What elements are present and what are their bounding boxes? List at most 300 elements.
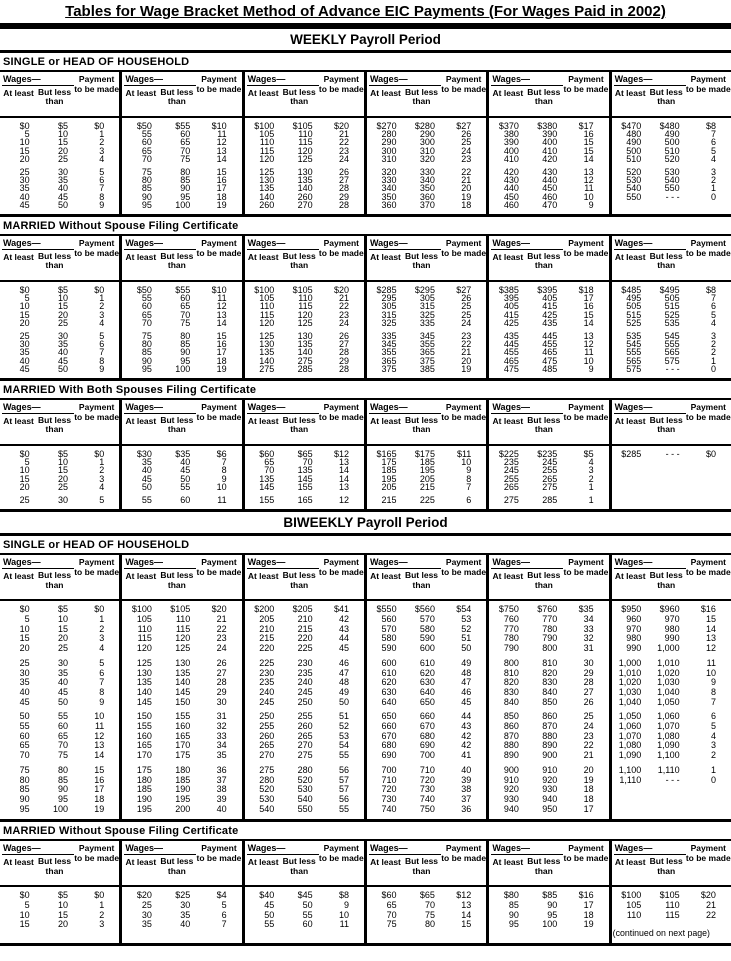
wage-column bbox=[122, 400, 244, 509]
column-header bbox=[612, 400, 731, 446]
wage-row bbox=[367, 805, 486, 815]
at-least-value: 435 bbox=[503, 331, 519, 342]
wages-header: Wages— bbox=[491, 842, 563, 855]
but-less-than-value: 110 bbox=[298, 129, 313, 140]
at-least-value: 440 bbox=[503, 183, 519, 194]
wage-row bbox=[122, 805, 241, 815]
at-least-value: 110 bbox=[626, 909, 642, 920]
at-least-value: 5 bbox=[24, 457, 30, 468]
payment-value: 33 bbox=[216, 730, 227, 741]
at-least-value: 5 bbox=[24, 293, 30, 304]
at-least-value: 245 bbox=[259, 696, 275, 707]
but-less-than-value: 45 bbox=[57, 191, 68, 202]
at-least-header: At least bbox=[247, 571, 279, 582]
payment-value: 9 bbox=[99, 363, 105, 374]
wage-row-group bbox=[367, 605, 486, 654]
but-less-than-value: 385 bbox=[419, 363, 435, 374]
wage-row-group bbox=[367, 766, 486, 815]
payment-value: 0 bbox=[710, 774, 716, 785]
but-less-than-value: 50 bbox=[57, 199, 68, 210]
at-least-value: 940 bbox=[503, 803, 519, 814]
but-less-than-header: But less than bbox=[160, 87, 194, 107]
wage-row bbox=[122, 751, 241, 761]
wages-header: Wages— bbox=[2, 237, 74, 250]
payment-header: Payment to be made bbox=[318, 843, 364, 864]
at-least-value: 5 bbox=[24, 900, 30, 911]
but-less-than-value: 20 bbox=[57, 473, 68, 484]
payment-value: 20 bbox=[583, 764, 594, 775]
but-less-than-value: 200 bbox=[175, 803, 191, 814]
at-least-value: 420 bbox=[503, 167, 519, 178]
at-least-value: 350 bbox=[381, 191, 397, 202]
but-less-than-value: 670 bbox=[419, 721, 435, 732]
wage-subheaders bbox=[124, 250, 196, 271]
payment-value: 52 bbox=[461, 623, 472, 634]
at-least-value: 40 bbox=[19, 191, 30, 202]
at-least-header: At least bbox=[492, 88, 524, 98]
wage-table bbox=[0, 841, 731, 946]
at-least-value: 45 bbox=[264, 900, 275, 911]
wages-header: Wages— bbox=[491, 237, 563, 250]
at-least-value: $30 bbox=[136, 449, 152, 460]
column-header bbox=[0, 236, 119, 282]
payment-value: 28 bbox=[338, 183, 349, 194]
but-less-than-value: 720 bbox=[419, 774, 435, 785]
wage-row-group bbox=[0, 766, 119, 815]
but-less-than-value: 195 bbox=[419, 465, 435, 476]
payment-value: 8 bbox=[710, 686, 716, 697]
wage-row-group bbox=[245, 891, 364, 930]
wage-row bbox=[489, 496, 608, 504]
but-less-than-value: 95 bbox=[180, 191, 191, 202]
at-least-value: 225 bbox=[259, 657, 275, 668]
at-least-value: $100 bbox=[254, 285, 275, 296]
but-less-than-value: 140 bbox=[297, 183, 313, 194]
but-less-than-value: 15 bbox=[57, 623, 68, 634]
at-least-value: 365 bbox=[381, 355, 397, 366]
at-least-value: $225 bbox=[498, 449, 519, 460]
wage-row bbox=[0, 155, 119, 163]
wage-row-group bbox=[612, 891, 731, 920]
but-less-than-value: 1,010 bbox=[657, 657, 680, 668]
payment-value: 9 bbox=[588, 363, 594, 374]
at-least-value: 135 bbox=[259, 473, 275, 484]
payment-value: 2 bbox=[99, 623, 105, 634]
at-least-value: 20 bbox=[19, 481, 30, 492]
but-less-than-value: 95 bbox=[180, 355, 191, 366]
payment-header: Payment to be made bbox=[318, 402, 364, 422]
at-least-value: 25 bbox=[19, 495, 30, 506]
at-least-value: 65 bbox=[141, 145, 152, 156]
wage-row bbox=[245, 751, 364, 761]
at-least-value: 1,030 bbox=[618, 686, 642, 697]
payment-value: 20 bbox=[461, 355, 472, 366]
wages-header: Wages— bbox=[2, 556, 74, 569]
at-least-value: 25 bbox=[141, 900, 152, 911]
but-less-than-value: 230 bbox=[297, 657, 313, 668]
at-least-value: 125 bbox=[136, 657, 152, 668]
but-less-than-value: 45 bbox=[180, 465, 191, 476]
payment-value: 24 bbox=[216, 643, 227, 654]
wage-row bbox=[122, 155, 241, 163]
payment-value: 22 bbox=[705, 909, 716, 920]
wages-header: Wages— bbox=[2, 73, 74, 86]
wage-row-group bbox=[0, 450, 119, 491]
wage-row-group bbox=[612, 659, 731, 708]
but-less-than-value: $85 bbox=[542, 890, 558, 901]
wage-rows bbox=[0, 118, 119, 214]
but-less-than-value: 55 bbox=[302, 909, 313, 920]
wage-row bbox=[489, 201, 608, 209]
wage-row-group bbox=[489, 450, 608, 491]
at-least-value: 600 bbox=[381, 657, 397, 668]
at-least-value: 125 bbox=[259, 331, 275, 342]
wage-row bbox=[367, 751, 486, 761]
payment-value: 31 bbox=[583, 643, 594, 654]
at-least-value: 120 bbox=[259, 153, 275, 164]
wage-rows bbox=[122, 887, 241, 943]
wage-subheaders bbox=[491, 414, 563, 435]
but-less-than-value: 50 bbox=[302, 900, 313, 911]
but-less-than-value: 70 bbox=[180, 145, 191, 156]
at-least-value: 590 bbox=[381, 643, 397, 654]
wage-table bbox=[0, 236, 731, 381]
at-least-value: 630 bbox=[381, 686, 397, 697]
wage-rows bbox=[489, 446, 608, 509]
payment-value: 57 bbox=[338, 774, 349, 785]
but-less-than-value: 60 bbox=[180, 129, 191, 140]
payment-value: 23 bbox=[216, 633, 227, 644]
but-less-than-value: 440 bbox=[542, 175, 558, 186]
at-least-value: 495 bbox=[626, 293, 642, 304]
at-least-value: 455 bbox=[503, 347, 519, 358]
payment-value: 42 bbox=[338, 613, 349, 624]
but-less-than-value: 35 bbox=[57, 339, 68, 350]
section-title: MARRIED Without Spouse Filing Certificate bbox=[0, 822, 731, 841]
at-least-value: 130 bbox=[136, 667, 152, 678]
payment-value: 14 bbox=[705, 623, 716, 634]
but-less-than-value: 245 bbox=[297, 686, 313, 697]
at-least-value: $80 bbox=[503, 890, 519, 901]
but-less-than-value: 700 bbox=[419, 750, 435, 761]
but-less-than-value: 185 bbox=[175, 774, 191, 785]
at-least-value: 650 bbox=[381, 711, 397, 722]
payment-value: 1 bbox=[99, 293, 105, 304]
but-less-than-value: 500 bbox=[664, 137, 680, 148]
wages-header-block bbox=[122, 841, 196, 885]
payment-value: $27 bbox=[456, 121, 472, 131]
wage-row bbox=[489, 483, 608, 491]
at-least-value: 525 bbox=[626, 317, 642, 328]
wage-column bbox=[367, 841, 489, 943]
at-least-header: At least bbox=[125, 416, 157, 427]
payment-value: 6 bbox=[710, 301, 716, 312]
but-less-than-value: 270 bbox=[297, 740, 313, 751]
payment-value: 35 bbox=[216, 750, 227, 761]
but-less-than-value: 900 bbox=[542, 750, 558, 761]
but-less-than-value: 990 bbox=[664, 633, 680, 644]
payment-value: 8 bbox=[99, 355, 105, 366]
but-less-than-value: 80 bbox=[180, 167, 191, 178]
at-least-value: 395 bbox=[503, 293, 519, 304]
payment-value: 19 bbox=[216, 199, 227, 210]
at-least-value: 810 bbox=[503, 667, 519, 678]
wage-rows bbox=[245, 282, 364, 378]
wage-row-group bbox=[367, 332, 486, 373]
but-less-than-value: 540 bbox=[664, 175, 680, 186]
but-less-than-value: 210 bbox=[297, 613, 313, 624]
wages-header: Wages— bbox=[369, 556, 441, 569]
wage-row-group bbox=[245, 450, 364, 491]
but-less-than-header: But less than bbox=[527, 87, 561, 107]
wage-subheaders bbox=[369, 569, 441, 590]
wage-subheaders bbox=[614, 855, 686, 876]
wage-column bbox=[612, 555, 731, 819]
at-least-value: 960 bbox=[626, 613, 642, 624]
but-less-than-value: 465 bbox=[542, 347, 558, 358]
payment-value: 13 bbox=[216, 309, 227, 320]
at-least-value: 910 bbox=[503, 774, 519, 785]
wage-row bbox=[0, 644, 119, 654]
column-header bbox=[489, 236, 608, 282]
but-less-than-value: 730 bbox=[419, 784, 435, 795]
at-least-value: 75 bbox=[19, 764, 30, 775]
payment-value: 6 bbox=[99, 175, 105, 186]
at-least-value: 10 bbox=[19, 465, 30, 476]
wage-row bbox=[122, 644, 241, 654]
at-least-value: 55 bbox=[141, 129, 152, 140]
wage-subheaders bbox=[124, 569, 196, 590]
at-least-value: 175 bbox=[381, 457, 397, 468]
wage-subheaders bbox=[2, 569, 74, 590]
wage-rows bbox=[122, 282, 241, 378]
payment-value: $0 bbox=[94, 285, 105, 296]
at-least-value: 20 bbox=[19, 643, 30, 654]
at-least-value: 30 bbox=[141, 909, 152, 920]
at-least-value: 780 bbox=[503, 633, 519, 644]
payroll-section bbox=[0, 381, 731, 512]
payment-value: 3 bbox=[588, 465, 594, 476]
at-least-value: 1,080 bbox=[618, 740, 642, 751]
but-less-than-value: 950 bbox=[542, 803, 558, 814]
but-less-than-value: 90 bbox=[57, 784, 68, 795]
at-least-value: 380 bbox=[503, 129, 519, 140]
at-least-value: 30 bbox=[19, 667, 30, 678]
payment-value: 21 bbox=[705, 900, 716, 911]
payment-header: Payment to be made bbox=[563, 74, 609, 94]
at-least-value: 300 bbox=[381, 145, 397, 156]
at-least-value: 80 bbox=[19, 774, 30, 785]
payment-value: 12 bbox=[338, 495, 349, 506]
but-less-than-header: But less than bbox=[404, 251, 439, 271]
but-less-than-value: 415 bbox=[542, 301, 558, 312]
but-less-than-value: 170 bbox=[175, 740, 191, 751]
payment-value: $0 bbox=[94, 604, 105, 615]
but-less-than-value: 75 bbox=[180, 317, 191, 328]
payment-value: $4 bbox=[216, 890, 227, 901]
but-less-than-value: 55 bbox=[57, 711, 68, 722]
but-less-than-value: 125 bbox=[297, 317, 313, 328]
payment-value: 1 bbox=[99, 613, 105, 624]
but-less-than-header: But less than bbox=[37, 251, 72, 271]
payment-value: 46 bbox=[461, 686, 472, 697]
at-least-value: 40 bbox=[19, 686, 30, 697]
wage-table bbox=[0, 72, 731, 217]
payment-value: 14 bbox=[583, 153, 594, 164]
wage-row bbox=[367, 698, 486, 708]
wage-row bbox=[0, 201, 119, 209]
payment-value: 0 bbox=[710, 191, 716, 202]
at-least-header: At least bbox=[125, 857, 157, 868]
payment-value: 4 bbox=[710, 730, 716, 741]
at-least-value: 15 bbox=[19, 919, 30, 930]
but-less-than-value: 180 bbox=[175, 764, 191, 775]
wages-header: Wages— bbox=[124, 401, 196, 414]
at-least-value: 690 bbox=[381, 750, 397, 761]
payment-value: 54 bbox=[338, 740, 349, 751]
at-least-header: At least bbox=[614, 88, 646, 98]
but-less-than-header: But less than bbox=[649, 415, 683, 435]
wage-rows bbox=[612, 601, 731, 819]
but-less-than-header: But less than bbox=[404, 856, 439, 876]
but-less-than-value: 120 bbox=[297, 145, 313, 156]
payment-value: 12 bbox=[216, 301, 227, 312]
wage-row bbox=[122, 319, 241, 327]
payment-value: 12 bbox=[216, 137, 227, 148]
but-less-than-value: 110 bbox=[665, 900, 680, 911]
but-less-than-value: 135 bbox=[297, 175, 313, 186]
but-less-than-value: 370 bbox=[419, 199, 435, 210]
but-less-than-value: 220 bbox=[297, 633, 313, 644]
but-less-than-value: 355 bbox=[419, 339, 435, 350]
at-least-header: At least bbox=[247, 252, 279, 263]
wage-subheaders bbox=[247, 569, 319, 590]
wage-row-group bbox=[612, 286, 731, 327]
but-less-than-value: 1,060 bbox=[657, 711, 680, 722]
but-less-than-value: $5 bbox=[57, 890, 68, 901]
payment-value: 22 bbox=[583, 740, 594, 751]
payment-value: 16 bbox=[583, 129, 594, 140]
at-least-value: 165 bbox=[136, 740, 152, 751]
at-least-value: 545 bbox=[626, 339, 642, 350]
payment-value: 5 bbox=[221, 900, 227, 911]
at-least-value: 570 bbox=[381, 623, 397, 634]
column-header bbox=[612, 555, 731, 601]
but-less-than-header: But less than bbox=[527, 856, 561, 876]
wages-header: Wages— bbox=[247, 556, 319, 569]
wage-subheaders bbox=[247, 250, 319, 271]
at-least-value: 565 bbox=[626, 355, 642, 366]
wage-row-group bbox=[122, 605, 241, 654]
wage-row-group bbox=[612, 332, 731, 373]
at-least-value: 25 bbox=[19, 331, 30, 342]
wages-header: Wages— bbox=[369, 842, 441, 855]
wage-column bbox=[612, 72, 731, 214]
payment-value: 55 bbox=[338, 750, 349, 761]
wage-row-group bbox=[489, 286, 608, 327]
at-least-value: 15 bbox=[19, 309, 30, 320]
payment-value: 13 bbox=[705, 633, 716, 644]
tables-container bbox=[0, 29, 731, 946]
period-title: WEEKLY Payroll Period bbox=[0, 29, 731, 53]
column-header bbox=[245, 841, 364, 887]
at-least-value: 320 bbox=[381, 167, 397, 178]
but-less-than-value: 130 bbox=[297, 331, 313, 342]
wage-column bbox=[122, 72, 244, 214]
but-less-than-value: 115 bbox=[298, 301, 313, 312]
but-less-than-value: 840 bbox=[542, 686, 558, 697]
but-less-than-value: 140 bbox=[175, 677, 191, 688]
payment-value: 21 bbox=[338, 129, 349, 140]
at-least-value: 770 bbox=[503, 623, 519, 634]
wage-row bbox=[489, 805, 608, 815]
at-least-value: 15 bbox=[19, 633, 30, 644]
payroll-section bbox=[0, 536, 731, 822]
wages-header: Wages— bbox=[369, 401, 441, 414]
at-least-value: 75 bbox=[141, 167, 152, 178]
at-least-value: 60 bbox=[141, 137, 152, 148]
but-less-than-value: 85 bbox=[180, 175, 191, 186]
at-least-value: 40 bbox=[19, 355, 30, 366]
but-less-than-value: 485 bbox=[542, 363, 558, 374]
wages-header: Wages— bbox=[124, 556, 196, 569]
but-less-than-value: 35 bbox=[180, 909, 191, 920]
wage-row-group bbox=[0, 122, 119, 163]
at-least-value: 305 bbox=[381, 301, 397, 312]
payment-value: 23 bbox=[338, 309, 349, 320]
wage-row bbox=[489, 365, 608, 373]
but-less-than-value: 110 bbox=[175, 613, 191, 624]
column-header bbox=[0, 841, 119, 887]
wages-header: Wages— bbox=[2, 401, 74, 414]
at-least-value: 1,020 bbox=[618, 677, 642, 688]
payment-value: 11 bbox=[706, 657, 716, 668]
payment-value: 5 bbox=[99, 167, 105, 178]
but-less-than-value: $495 bbox=[659, 285, 680, 296]
wages-header: Wages— bbox=[614, 237, 686, 250]
wages-header: Wages— bbox=[2, 842, 74, 855]
wage-row bbox=[367, 365, 486, 373]
payroll-section bbox=[0, 53, 731, 217]
payment-value: 2 bbox=[710, 339, 716, 350]
but-less-than-value: 930 bbox=[542, 784, 558, 795]
but-less-than-value: 515 bbox=[664, 301, 680, 312]
at-least-value: 45 bbox=[141, 473, 152, 484]
at-least-header: At least bbox=[492, 252, 524, 263]
payment-value: 29 bbox=[338, 191, 349, 202]
payment-value: 2 bbox=[710, 750, 716, 761]
payment-value: 55 bbox=[338, 803, 349, 814]
at-least-value: 140 bbox=[259, 191, 275, 202]
at-least-value: 85 bbox=[141, 347, 152, 358]
column-header bbox=[0, 555, 119, 601]
but-less-than-value: 40 bbox=[180, 457, 191, 468]
payment-value: 50 bbox=[461, 643, 472, 654]
but-less-than-value: 590 bbox=[419, 633, 435, 644]
but-less-than-value: 240 bbox=[297, 677, 313, 688]
wages-header: Wages— bbox=[491, 556, 563, 569]
payment-value: 10 bbox=[216, 481, 227, 492]
payment-value: 13 bbox=[338, 481, 349, 492]
payment-value: 43 bbox=[338, 623, 349, 634]
but-less-than-value: 10 bbox=[57, 900, 68, 911]
payment-value: 30 bbox=[216, 696, 227, 707]
at-least-value: 195 bbox=[136, 803, 152, 814]
payment-header: Payment to be made bbox=[318, 74, 364, 94]
wage-row bbox=[367, 201, 486, 209]
payment-value: 26 bbox=[583, 696, 594, 707]
payment-value: 28 bbox=[338, 363, 349, 374]
